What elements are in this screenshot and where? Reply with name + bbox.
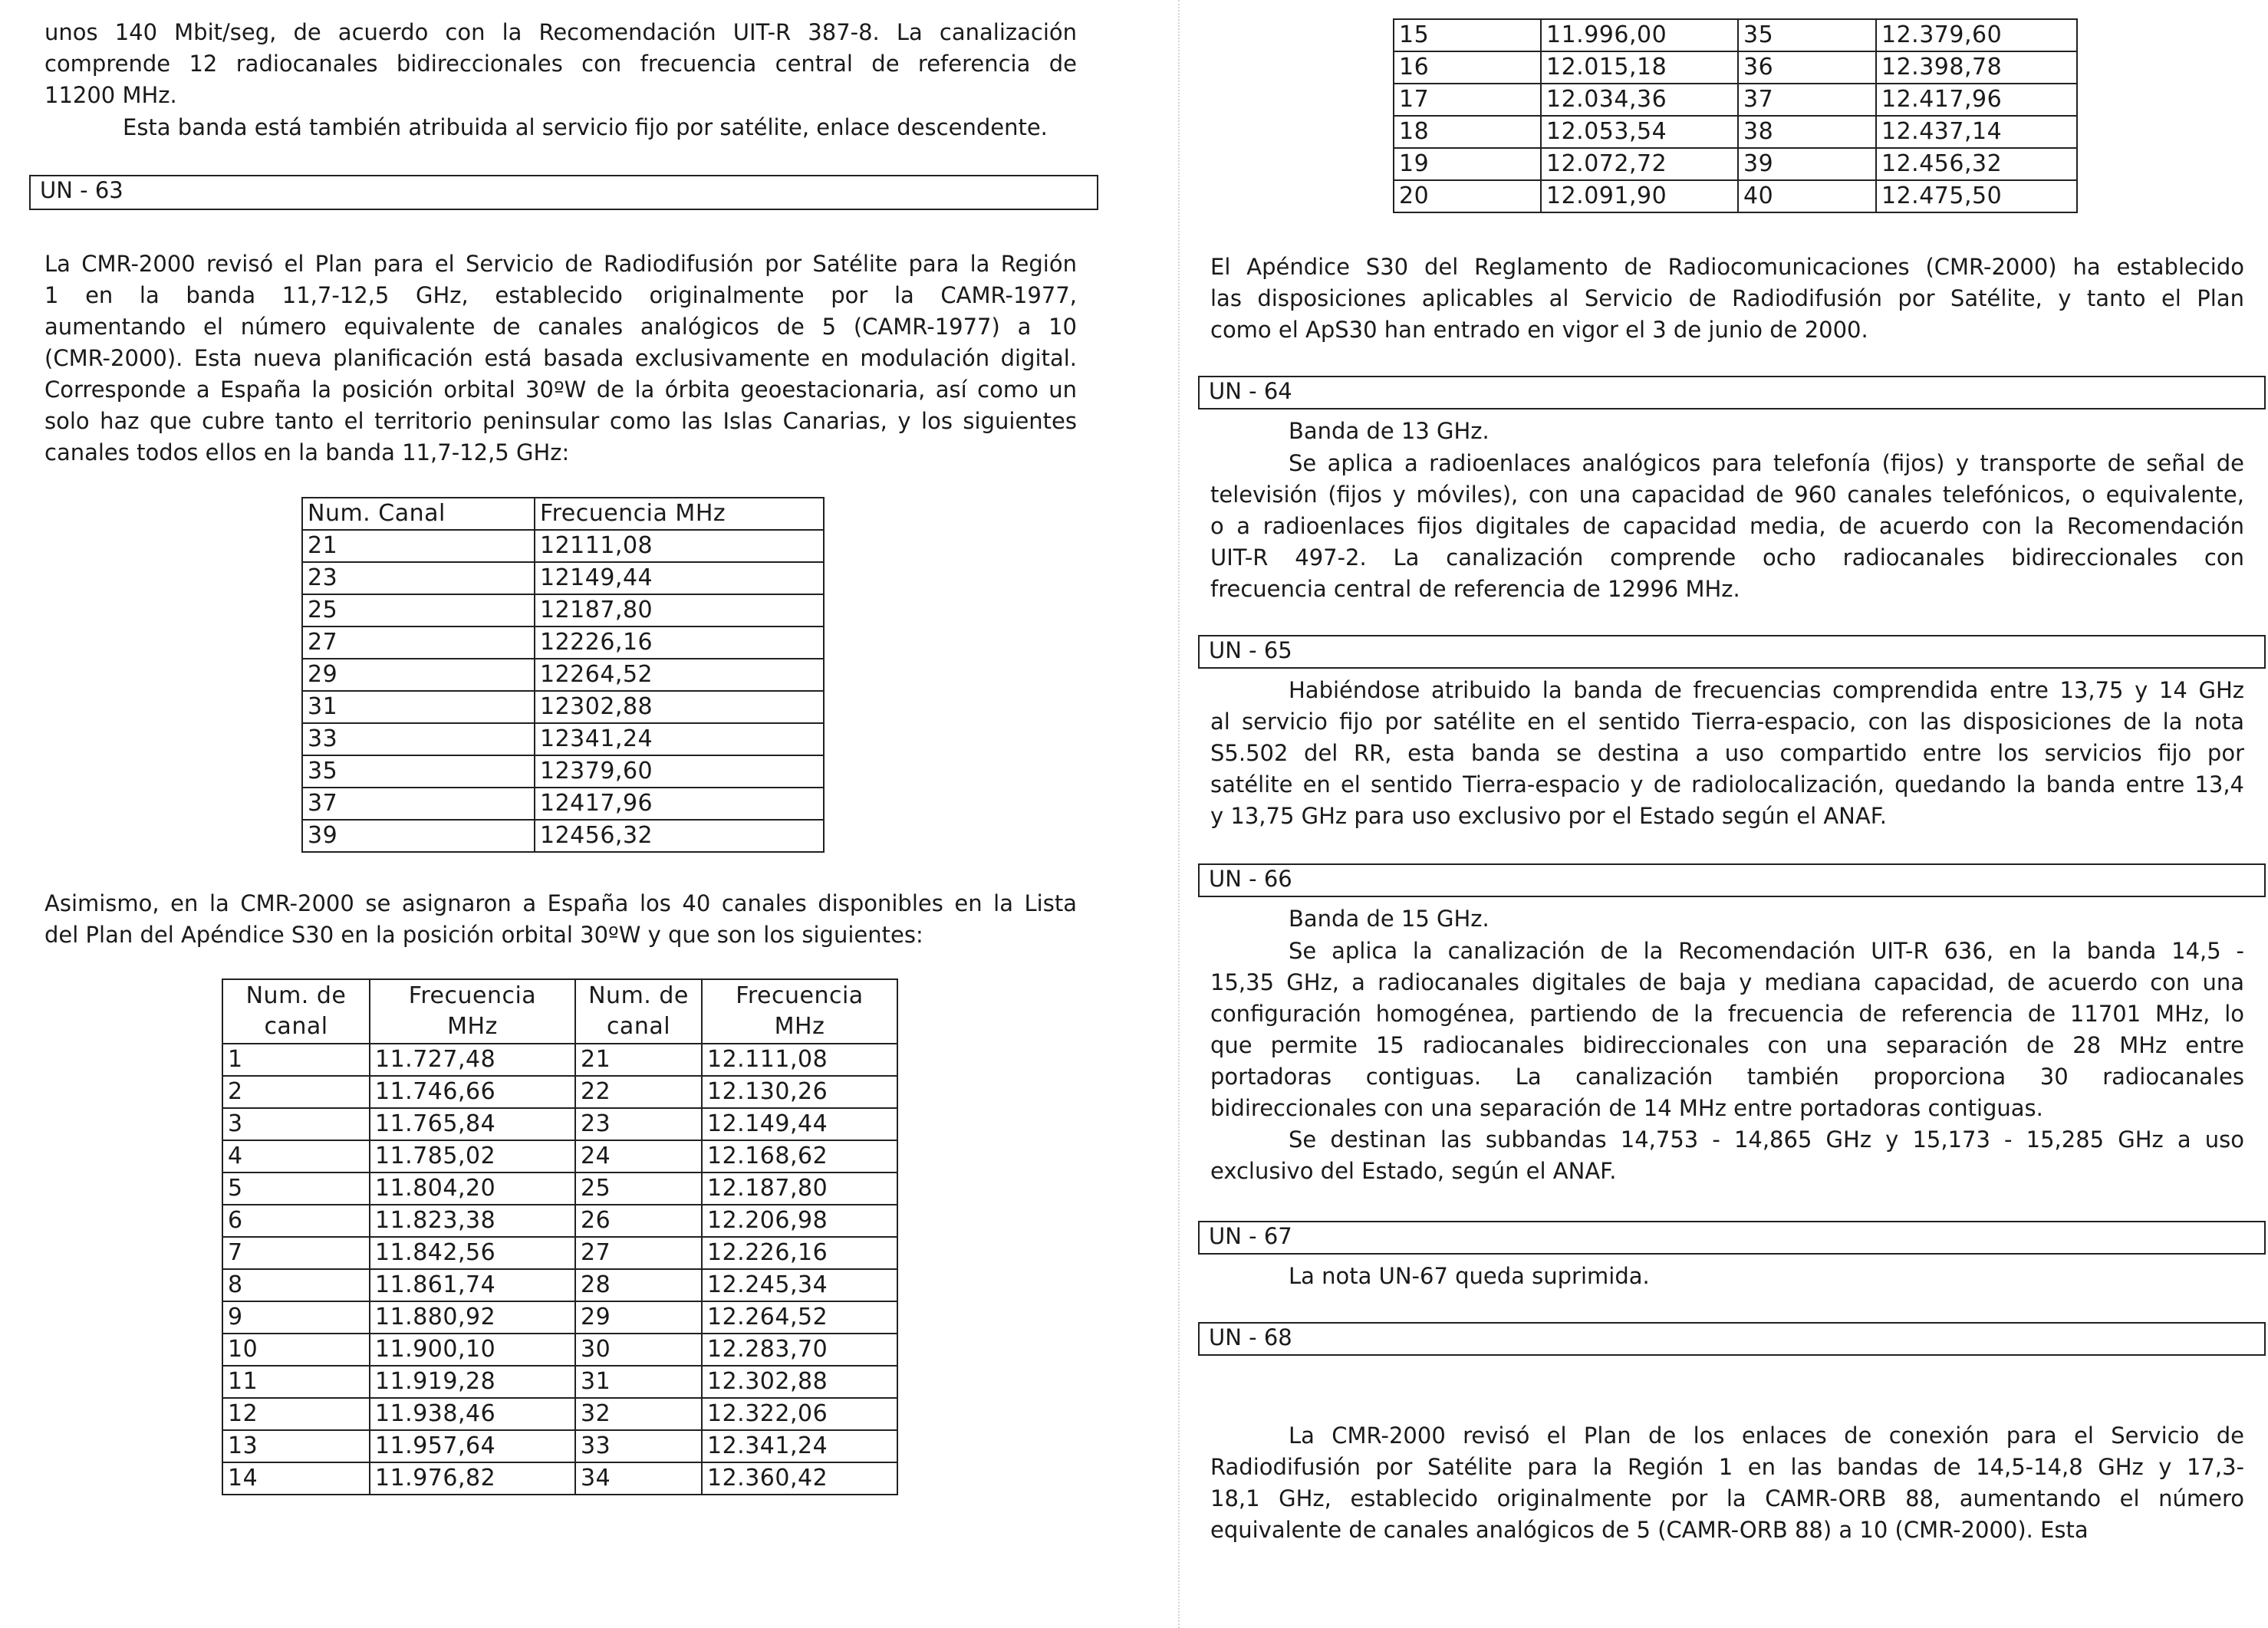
column-header — [702, 979, 897, 1044]
un66-extra-paragraph — [1210, 1124, 2244, 1187]
table-cell: 1 — [222, 1044, 370, 1076]
un68-paragraph — [1210, 1420, 2244, 1546]
apendice-paragraph — [1210, 252, 2244, 346]
text-line: Se destinan las subbandas 14,753 - 14,865 GHz y 15,173 - 15,285 GHz a uso — [1289, 1126, 2244, 1153]
table-row — [222, 1462, 897, 1495]
table-cell: 12187,80 — [535, 594, 824, 627]
table-row — [222, 1205, 897, 1237]
header-line: Num. de — [588, 982, 689, 1009]
un64-paragraph — [1210, 448, 2244, 605]
text-line: configuración homogénea, partiendo de la frecuencia de referencia de 11701 MHz, lo — [1210, 1001, 2244, 1027]
table-cell: 12.034,36 — [1541, 84, 1738, 116]
table-cell: 12.360,42 — [702, 1462, 897, 1495]
text-line: como el ApS30 han entrado en vigor el 3 de junio de 2000. — [1210, 317, 1868, 343]
table-cell: 6 — [222, 1205, 370, 1237]
table-cell: 12379,60 — [535, 755, 824, 788]
un65-paragraph — [1210, 675, 2244, 832]
section-header-un63: UN - 63 — [29, 175, 1098, 210]
text-line: Asimismo, en la CMR-2000 se asignaron a España los 40 canales disponibles en la Lista — [44, 890, 1077, 916]
column-header — [575, 979, 702, 1044]
text-line: S5.502 del RR, esta banda se destina a uso compartido entre los servicios fijo por — [1210, 740, 2244, 766]
column-header: Num. Canal — [302, 498, 535, 530]
table-row — [222, 1430, 897, 1462]
table-cell: 11.919,28 — [370, 1366, 575, 1398]
table-row — [1394, 148, 2077, 180]
column-header — [222, 979, 370, 1044]
text-line: del Plan del Apéndice S30 en la posición orbital 30ºW y que son los siguientes: — [44, 922, 923, 948]
table-cell: 40 — [1738, 180, 1876, 212]
table-cell: 12 — [222, 1398, 370, 1430]
table-row — [222, 1334, 897, 1366]
table-cell: 35 — [1738, 19, 1876, 51]
text-line: El Apéndice S30 del Reglamento de Radiocomunicaciones (CMR-2000) ha establecido — [1210, 254, 2244, 280]
table-cell: 11.823,38 — [370, 1205, 575, 1237]
table-cell: 12111,08 — [535, 530, 824, 562]
text-line: Banda de 15 GHz. — [1289, 906, 1490, 932]
table-cell: 4 — [222, 1140, 370, 1172]
header-line: canal — [264, 1013, 328, 1040]
text-line: Corresponde a España la posición orbital 30ºW de la órbita geoestacionaria, así como un — [44, 377, 1077, 403]
text-line: Se aplica a radioenlaces analógicos para telefonía (fijos) y transporte de señal de — [1289, 450, 2244, 476]
text-line: Radiodifusión por Satélite para la Región 1 en las bandas de 14,5-14,8 GHz y 17,3- — [1210, 1454, 2244, 1480]
table-cell: 5 — [222, 1172, 370, 1205]
un66-paragraph — [1210, 936, 2244, 1124]
table-cell: 17 — [1394, 84, 1541, 116]
text-line: La CMR-2000 revisó el Plan para el Servicio de Radiodifusión por Satélite para la Región — [44, 251, 1077, 277]
text-line: Esta banda está también atribuida al servicio fijo por satélite, enlace descendente. — [123, 114, 1048, 140]
table-cell: 12.168,62 — [702, 1140, 897, 1172]
table-row — [302, 788, 824, 820]
table-cell: 37 — [302, 788, 535, 820]
text-line: 18,1 GHz, establecido originalmente por la CAMR-ORB 88, aumentando el número — [1210, 1485, 2244, 1511]
table-row — [302, 562, 824, 594]
table-cell: 27 — [575, 1237, 702, 1269]
table-cell: 33 — [302, 723, 535, 755]
table-cell: 31 — [302, 691, 535, 723]
table-row — [222, 1366, 897, 1398]
table-cell: 12.072,72 — [1541, 148, 1738, 180]
table-cell: 11.842,56 — [370, 1237, 575, 1269]
section-header-un66: UN - 66 — [1198, 863, 2266, 897]
text-line: exclusivo del Estado, según el ANAF. — [1210, 1158, 1617, 1184]
table-cell: 12149,44 — [535, 562, 824, 594]
table-cell: 12.475,50 — [1876, 180, 2077, 212]
header-line: Num. de — [245, 982, 347, 1009]
table-cell: 11.746,66 — [370, 1076, 575, 1108]
table-cell: 11.785,02 — [370, 1140, 575, 1172]
text-line: solo haz que cubre tanto el territorio peninsular como las Islas Canarias, y los siguientes — [44, 408, 1077, 434]
table-cell: 12264,52 — [535, 659, 824, 691]
table-row — [222, 1269, 897, 1301]
section-header-un65: UN - 65 — [1198, 635, 2266, 669]
table-cell: 11.861,74 — [370, 1269, 575, 1301]
text-line: Banda de 13 GHz. — [1289, 418, 1490, 444]
table-body — [1394, 19, 2077, 212]
table-header-row — [222, 979, 897, 1044]
table-cell: 12.053,54 — [1541, 116, 1738, 148]
table-cell: 30 — [575, 1334, 702, 1366]
table-row — [222, 1044, 897, 1076]
section-header-un64: UN - 64 — [1198, 376, 2266, 409]
text-line: y 13,75 GHz para uso exclusivo por el Estado según el ANAF. — [1210, 803, 1887, 829]
table-row — [222, 1301, 897, 1334]
table-cell: 14 — [222, 1462, 370, 1495]
table-cell: 25 — [575, 1172, 702, 1205]
table-cell: 12.456,32 — [1876, 148, 2077, 180]
table-cell: 20 — [1394, 180, 1541, 212]
text-line: UIT-R 497-2. La canalización comprende ocho radiocanales bidireccionales con — [1210, 544, 2244, 571]
text-line: que permite 15 radiocanales bidireccionales con una separación de 28 MHz entre — [1210, 1032, 2244, 1058]
table-cell: 12.245,34 — [702, 1269, 897, 1301]
table-cell: 12302,88 — [535, 691, 824, 723]
table-cell: 25 — [302, 594, 535, 627]
table-cell: 11.938,46 — [370, 1398, 575, 1430]
intro-paragraph — [44, 17, 1077, 111]
table-cell: 12.149,44 — [702, 1108, 897, 1140]
table-cell: 2 — [222, 1076, 370, 1108]
table-cell: 11.880,92 — [370, 1301, 575, 1334]
table-cell: 23 — [575, 1108, 702, 1140]
table-cell: 12.283,70 — [702, 1334, 897, 1366]
text-line: al servicio fijo por satélite en el sentido Tierra-espacio, con las disposiciones de la nota — [1210, 709, 2244, 735]
table-cell: 13 — [222, 1430, 370, 1462]
table-row — [302, 820, 824, 852]
table-row — [302, 627, 824, 659]
text-line: bidireccionales con una separación de 14 MHz entre portadoras contiguas. — [1210, 1095, 2043, 1121]
plan-channels-table-continued — [1393, 18, 2078, 213]
table-cell: 8 — [222, 1269, 370, 1301]
table-cell: 31 — [575, 1366, 702, 1398]
table-cell: 12.206,98 — [702, 1205, 897, 1237]
table-cell: 21 — [575, 1044, 702, 1076]
table-cell: 12.187,80 — [702, 1172, 897, 1205]
table-cell: 26 — [575, 1205, 702, 1237]
table-cell: 27 — [302, 627, 535, 659]
table-cell: 16 — [1394, 51, 1541, 84]
table-cell: 12.379,60 — [1876, 19, 2077, 51]
header-line: canal — [606, 1013, 671, 1040]
table-row — [1394, 116, 2077, 148]
table-row — [1394, 84, 2077, 116]
un66-band — [1289, 903, 2244, 935]
table-row — [222, 1076, 897, 1108]
table-row — [222, 1172, 897, 1205]
table-cell: 38 — [1738, 116, 1876, 148]
table-cell: 11.727,48 — [370, 1044, 575, 1076]
text-line: comprende 12 radiocanales bidireccionales con frecuencia central de referencia de — [44, 51, 1077, 77]
table-cell: 24 — [575, 1140, 702, 1172]
table-row — [1394, 51, 2077, 84]
table-cell: 12.417,96 — [1876, 84, 2077, 116]
un67-paragraph — [1289, 1261, 2244, 1292]
table-body — [222, 1044, 897, 1495]
plan-channels-table — [222, 978, 898, 1495]
un63-paragraph — [44, 248, 1077, 469]
table-cell: 12.302,88 — [702, 1366, 897, 1398]
table-cell: 12.226,16 — [702, 1237, 897, 1269]
table-cell: 12.341,24 — [702, 1430, 897, 1462]
table-cell: 12.437,14 — [1876, 116, 2077, 148]
text-line: (CMR-2000). Esta nueva planificación está basada exclusivamente en modulación digital. — [44, 345, 1077, 371]
table-cell: 29 — [302, 659, 535, 691]
table-cell: 12341,24 — [535, 723, 824, 755]
text-line: Se aplica la canalización de la Recomendación UIT-R 636, en la banda 14,5 - — [1289, 938, 2244, 964]
table-cell: 35 — [302, 755, 535, 788]
table-cell: 11.996,00 — [1541, 19, 1738, 51]
table-header-row — [302, 498, 824, 530]
table-cell: 23 — [302, 562, 535, 594]
table-cell: 18 — [1394, 116, 1541, 148]
text-line: equivalente de canales analógicos de 5 (CAMR-ORB 88) a 10 (CMR-2000). Esta — [1210, 1517, 2089, 1543]
table-cell: 11.976,82 — [370, 1462, 575, 1495]
header-line: MHz — [774, 1013, 825, 1040]
table-cell: 12.091,90 — [1541, 180, 1738, 212]
text-line: o a radioenlaces fijos digitales de capacidad media, de acuerdo con la Recomendación — [1210, 513, 2244, 539]
right-page — [1134, 0, 2268, 1628]
header-line: Frecuencia — [408, 982, 537, 1009]
text-line: La CMR-2000 revisó el Plan de los enlaces de conexión para el Servicio de — [1289, 1422, 2244, 1449]
channel-frequency-table — [301, 497, 825, 853]
column-header: Frecuencia MHz — [535, 498, 824, 530]
asimismo-paragraph — [44, 888, 1077, 951]
table-cell: 12226,16 — [535, 627, 824, 659]
table-cell: 32 — [575, 1398, 702, 1430]
text-line: las disposiciones aplicables al Servicio de Radiodifusión por Satélite, y tanto el Plan — [1210, 285, 2244, 311]
table-row — [302, 594, 824, 627]
table-row — [1394, 19, 2077, 51]
table-cell: 28 — [575, 1269, 702, 1301]
table-cell: 11.804,20 — [370, 1172, 575, 1205]
text-line: 1 en la banda 11,7-12,5 GHz, establecido originalmente por la CAMR-1977, — [44, 282, 1077, 308]
table-row — [222, 1398, 897, 1430]
table-row — [302, 723, 824, 755]
text-line: Habiéndose atribuido la banda de frecuencias comprendida entre 13,75 y 14 GHz — [1289, 677, 2244, 703]
text-line: satélite en el sentido Tierra-espacio y de radiolocalización, quedando la banda entre 13,4 — [1210, 771, 2244, 798]
section-header-un67: UN - 67 — [1198, 1221, 2266, 1255]
table-cell: 12.264,52 — [702, 1301, 897, 1334]
table-cell: 39 — [1738, 148, 1876, 180]
text-line: La nota UN-67 queda suprimida. — [1289, 1263, 1650, 1289]
table-cell: 11.957,64 — [370, 1430, 575, 1462]
table-cell: 22 — [575, 1076, 702, 1108]
table-row — [302, 755, 824, 788]
table-row — [222, 1108, 897, 1140]
table-row — [222, 1237, 897, 1269]
table-row — [222, 1140, 897, 1172]
table-cell: 9 — [222, 1301, 370, 1334]
table-row — [302, 530, 824, 562]
text-line: 15,35 GHz, a radiocanales digitales de baja y mediana capacidad, de acuerdo con una — [1210, 969, 2244, 995]
table-cell: 19 — [1394, 148, 1541, 180]
table-cell: 12.130,26 — [702, 1076, 897, 1108]
table-cell: 11 — [222, 1366, 370, 1398]
table-row — [302, 691, 824, 723]
table-cell: 11.900,10 — [370, 1334, 575, 1366]
text-line: canales todos ellos en la banda 11,7-12,5 GHz: — [44, 439, 570, 465]
table-row — [1394, 180, 2077, 212]
text-line: televisión (fijos y móviles), con una capacidad de 960 canales telefónicos, o equivalente, — [1210, 482, 2244, 508]
header-line: MHz — [447, 1013, 498, 1040]
table-cell: 33 — [575, 1430, 702, 1462]
table-cell: 12.322,06 — [702, 1398, 897, 1430]
text-line: portadoras contiguas. La canalización también proporciona 30 radiocanales — [1210, 1064, 2244, 1090]
page-fold-divider — [1178, 0, 1181, 1628]
table-cell: 12.015,18 — [1541, 51, 1738, 84]
text-line: unos 140 Mbit/seg, de acuerdo con la Recomendación UIT-R 387-8. La canalización — [44, 19, 1077, 45]
table-cell: 34 — [575, 1462, 702, 1495]
table-cell: 29 — [575, 1301, 702, 1334]
column-header — [370, 979, 575, 1044]
table-cell: 39 — [302, 820, 535, 852]
table-cell: 21 — [302, 530, 535, 562]
table-cell: 37 — [1738, 84, 1876, 116]
table-cell: 12417,96 — [535, 788, 824, 820]
table-cell: 10 — [222, 1334, 370, 1366]
intro-extra-paragraph — [123, 112, 1081, 143]
text-line: frecuencia central de referencia de 12996 MHz. — [1210, 576, 1740, 602]
table-cell: 12.111,08 — [702, 1044, 897, 1076]
table-cell: 12456,32 — [535, 820, 824, 852]
text-line: aumentando el número equivalente de canales analógicos de 5 (CAMR-1977) a 10 — [44, 314, 1077, 340]
table-cell: 11.765,84 — [370, 1108, 575, 1140]
text-line: 11200 MHz. — [44, 82, 177, 108]
table-row — [302, 659, 824, 691]
table-cell: 36 — [1738, 51, 1876, 84]
section-header-un68: UN - 68 — [1198, 1322, 2266, 1356]
table-cell: 7 — [222, 1237, 370, 1269]
table-cell: 3 — [222, 1108, 370, 1140]
un64-band — [1289, 416, 2244, 447]
table-cell: 12.398,78 — [1876, 51, 2077, 84]
table-cell: 15 — [1394, 19, 1541, 51]
header-line: Frecuencia — [736, 982, 864, 1009]
